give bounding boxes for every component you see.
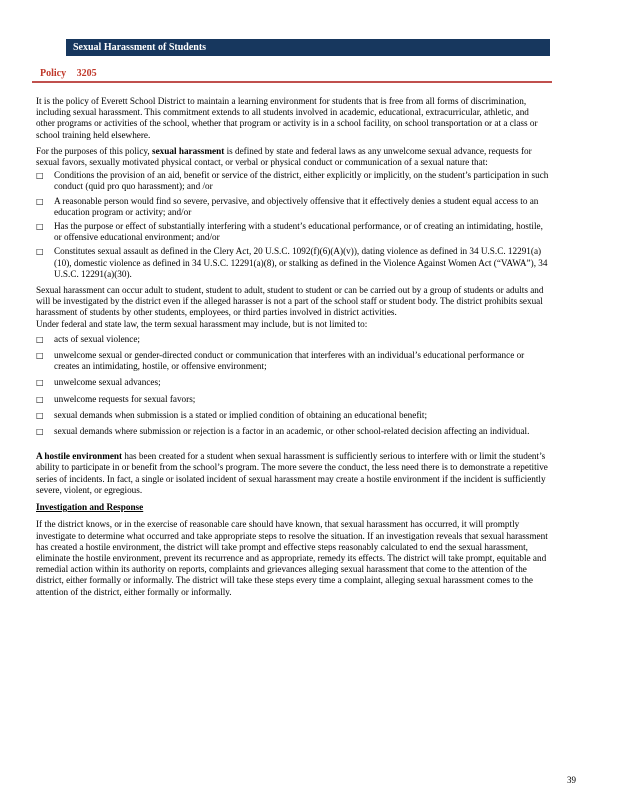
list-item: [36, 426, 550, 437]
bullet-icon: □: [36, 394, 44, 404]
bullet-icon: □: [36, 334, 44, 344]
list-item: [36, 377, 550, 388]
document-title-bar: [66, 39, 550, 56]
examples-list: [36, 334, 550, 437]
bullet-icon: □: [36, 410, 44, 420]
list-item: [36, 246, 550, 280]
example-text: sexual demands when submission is a stated or implied condition of obtaining an educational benefit;: [54, 409, 428, 420]
list-item: [36, 410, 550, 421]
list-item: [36, 350, 550, 372]
conditions-list: [36, 170, 550, 280]
includes-intro: Under federal and state law, the term sexual harassment may include, but is not limited to:: [36, 318, 368, 329]
document-body: [36, 96, 550, 598]
investigation-heading: Investigation and Response: [36, 502, 144, 513]
example-text: unwelcome requests for sexual favors;: [54, 393, 196, 404]
condition-text: Has the purpose or effect of substantially interfering with a student’s educational performance, or of creating an intimidating, hostile, or offensive educational environment; and/or: [54, 221, 543, 243]
bullet-icon: □: [36, 351, 44, 361]
list-item: [36, 170, 550, 192]
hostile-environment-term: A hostile environment: [36, 451, 123, 462]
definition-term: sexual harassment: [152, 145, 225, 156]
list-item: [36, 394, 550, 405]
definition-paragraph: [36, 146, 550, 168]
definition-prefix: For the purposes of this policy,: [36, 145, 150, 156]
investigation-paragraph: If the district knows, or in the exercise of reasonable care should have known, that sexual harassment has occurred, it will promptly investigate to determine what occurred and take appropriate steps to resolve the situation. If an investigation reveals that sexual harassment has created a hostile environment, the district will take prompt and effective steps reasonably calculated to end the sexual harassment, eliminate the hostile environment, prevent its recurrence and as appropriate, remedy its effects. The district will take prompt, equitable and remedial action within its authority on reports, complaints and grievances alleging sexual harassment that come to the attention of the district, either formally or informally. The district will take these steps every time a complaint, alleging sexual harassment comes to the attention of the district, either formally or informally.: [36, 519, 548, 597]
hostile-environment-paragraph: [36, 451, 550, 496]
example-text: sexual demands where submission or rejection is a factor in an academic, or other school-related decision affecting an individual.: [54, 426, 530, 437]
bullet-icon: □: [36, 427, 44, 437]
policy-label-row: [40, 68, 97, 79]
header-divider: [32, 81, 552, 83]
bullet-icon: □: [36, 196, 44, 206]
policy-label: Policy: [40, 68, 67, 79]
list-item: [36, 334, 550, 345]
bullet-icon: □: [36, 378, 44, 388]
hostile-environment-text: has been created for a student when sexual harassment is sufficiently serious to interfere with or limit the student’s ability to participate in or benefit from the school’s program. The more severe the conduct, the less need there is to demonstrate a repetitive series of incidents. In fact, a single or isolated incident of sexual harassment may create a hostile environment if the incident is sufficiently severe, violent, or egregious.: [36, 451, 548, 495]
list-item: [36, 196, 550, 218]
condition-text: A reasonable person would find so severe, pervasive, and objectively offensive that it effectively denies a student equal access to an education program or activity; and/or: [54, 195, 539, 217]
condition-text: Conditions the provision of an aid, benefit or service of the district, either explicitly or implicitly, on the student’s participation in such conduct (quid pro quo harassment); and /or: [54, 170, 549, 192]
example-text: unwelcome sexual advances;: [54, 377, 161, 388]
example-text: acts of sexual violence;: [54, 333, 140, 344]
page-number: 39: [567, 775, 576, 785]
document-title: Sexual Harassment of Students: [73, 42, 207, 53]
intro-paragraph: It is the policy of Everett School District to maintain a learning environment for students that is free from all forms of discrimination, including sexual harassment. This commitment extends to all students involved in academic, educational, extracurricular, athletic, and other programs or activities of the school, whether that program or activity is in a school facility, on school transportation or at a class or school training held elsewhere.: [36, 96, 538, 140]
condition-text: Constitutes sexual assault as defined in the Clery Act, 20 U.S.C. 1092(f)(6)(A)(v)), dating violence as defined in 34 U.S.C. 12291(a)(10), domestic violence as defined in 34 U.S.C. 12291(a)(8), or stalking as defined in the Violence Against Women Act (“VAWA”), 34 U.S.C. 12291(a)(30).: [54, 246, 548, 279]
bullet-icon: □: [36, 171, 44, 181]
bullet-icon: □: [36, 222, 44, 232]
definition-suffix: is defined by state and federal laws as any unwelcome sexual advance, requests for sexual favors, sexually motivated physical contact, or verbal or physical conduct or communication of a sexual nature that:: [36, 145, 532, 168]
policy-number: 3205: [76, 68, 97, 79]
bullet-icon: □: [36, 247, 44, 257]
example-text: unwelcome sexual or gender-directed conduct or communication that interferes with an individual’s educational performance or creates an intimidating, hostile, or offensive environment;: [54, 350, 525, 372]
list-item: [36, 221, 550, 243]
occurrence-paragraph: Sexual harassment can occur adult to student, student to adult, student to student or can be carried out by a group of students or adults and will be investigated by the district even if the alleged harasser is not a part of the school staff or student body. The district prohibits sexual harassment of students by other students, employees, or third parties involved in district activities.: [36, 285, 544, 318]
